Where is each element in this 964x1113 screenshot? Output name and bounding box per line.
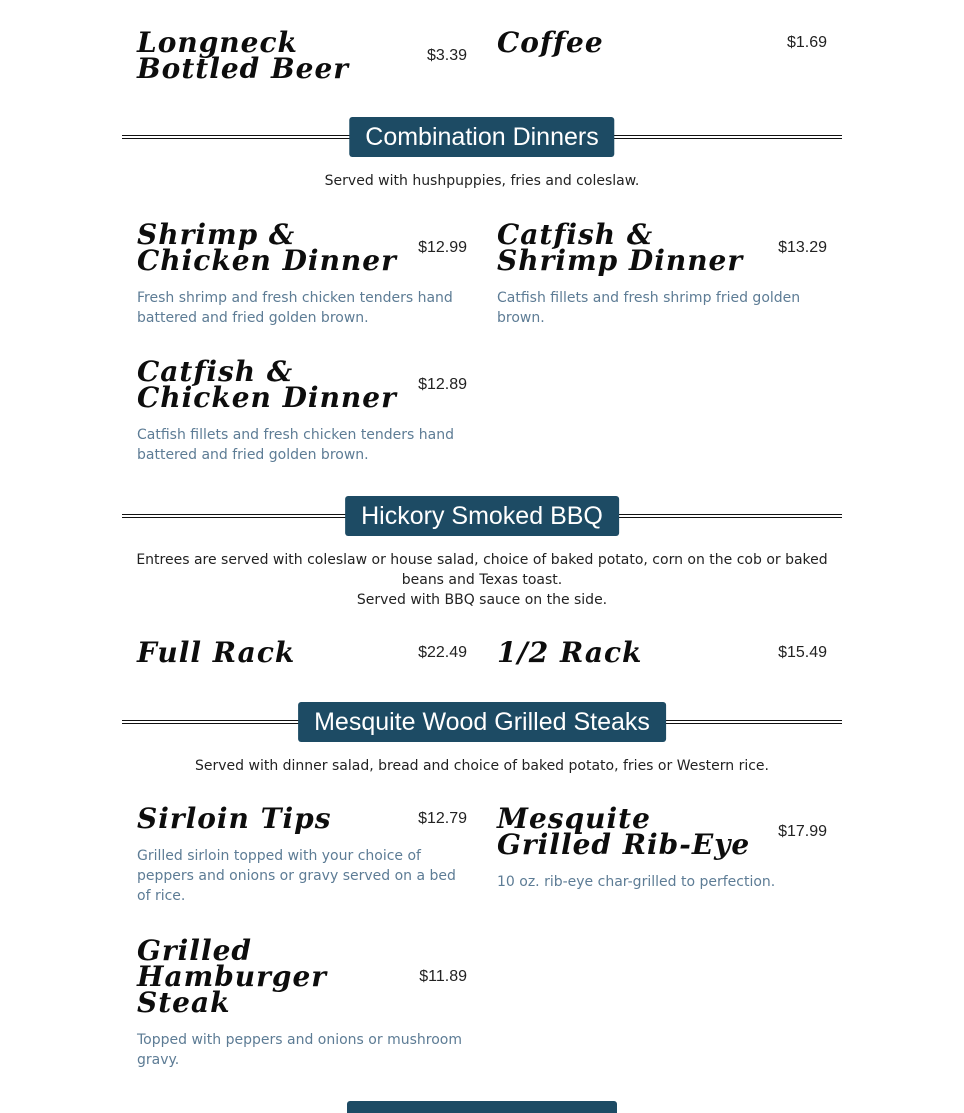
next-section-header (347, 1101, 617, 1113)
menu-item-sirloin-tips (137, 802, 467, 906)
item-description: Catfish fillets and fresh chicken tenders hand battered and fried golden brown. (137, 427, 455, 463)
item-name: Grilled Hamburger Steak (137, 934, 328, 1019)
menu-item-coffee (497, 26, 827, 59)
menu-item-shrimp-chicken-dinner (137, 218, 467, 328)
section-header-hickory-smoked-bbq (122, 496, 842, 536)
section-title: Mesquite Wood Grilled Steaks (298, 702, 666, 742)
item-name: Catfish & Chicken Dinner (137, 355, 397, 414)
section-note: Served with dinner salad, bread and choice of baked potato, fries or Western rice. (195, 758, 769, 774)
section-note (122, 550, 842, 610)
item-name: Mesquite Grilled Rib-Eye (497, 802, 751, 861)
section-note: Served with hushpuppies, fries and coleslaw. (324, 173, 640, 189)
item-description: Catfish fillets and fresh shrimp fried golden brown. (497, 290, 801, 326)
item-name: Catfish & Shrimp Dinner (497, 218, 744, 277)
item-description: Topped with peppers and onions or mushroom gravy. (137, 1032, 462, 1068)
menu-item-longneck-bottled-beer (137, 26, 467, 85)
section-header-combination-dinners (122, 117, 842, 157)
item-name: Coffee (497, 26, 604, 59)
item-name: Sirloin Tips (137, 802, 332, 835)
item-price: $11.89 (419, 968, 467, 985)
item-name: Shrimp & Chicken Dinner (137, 218, 397, 277)
menu-item-catfish-chicken-dinner (137, 355, 467, 465)
item-description: 10 oz. rib-eye char-grilled to perfection. (497, 874, 776, 890)
item-name: Full Rack (137, 636, 296, 669)
menu-item-half-rack (497, 636, 827, 669)
section-title: Combination Dinners (349, 117, 614, 157)
item-price: $3.39 (426, 47, 467, 64)
item-price: $17.99 (778, 823, 827, 840)
menu-item-catfish-shrimp-dinner (497, 218, 827, 328)
item-price: $15.49 (778, 644, 827, 661)
item-name: 1/2 Rack (497, 636, 643, 669)
item-price: $12.79 (418, 810, 467, 827)
section-note-line: Entrees are served with coleslaw or house salad, choice of baked potato, corn on the cob or baked beans and Texas toast. (136, 552, 828, 588)
item-price: $12.89 (418, 376, 467, 393)
menu-item-mesquite-grilled-rib-eye (497, 802, 827, 892)
item-price: $13.29 (778, 239, 827, 256)
item-price: $1.69 (786, 34, 827, 51)
item-name: Longneck Bottled Beer (137, 26, 350, 85)
item-description: Grilled sirloin topped with your choice of peppers and onions or gravy served on a bed of rice. (137, 848, 456, 904)
item-price: $12.99 (418, 239, 467, 256)
item-price: $22.49 (418, 644, 467, 661)
item-description: Fresh shrimp and fresh chicken tenders hand battered and fried golden brown. (137, 290, 453, 326)
section-note-line: Served with BBQ sauce on the side. (356, 592, 608, 608)
menu-item-grilled-hamburger-steak (137, 934, 467, 1070)
menu-item-full-rack (137, 636, 467, 669)
section-title: Hickory Smoked BBQ (345, 496, 619, 536)
section-header-mesquite-wood-grilled-steaks (122, 702, 842, 742)
